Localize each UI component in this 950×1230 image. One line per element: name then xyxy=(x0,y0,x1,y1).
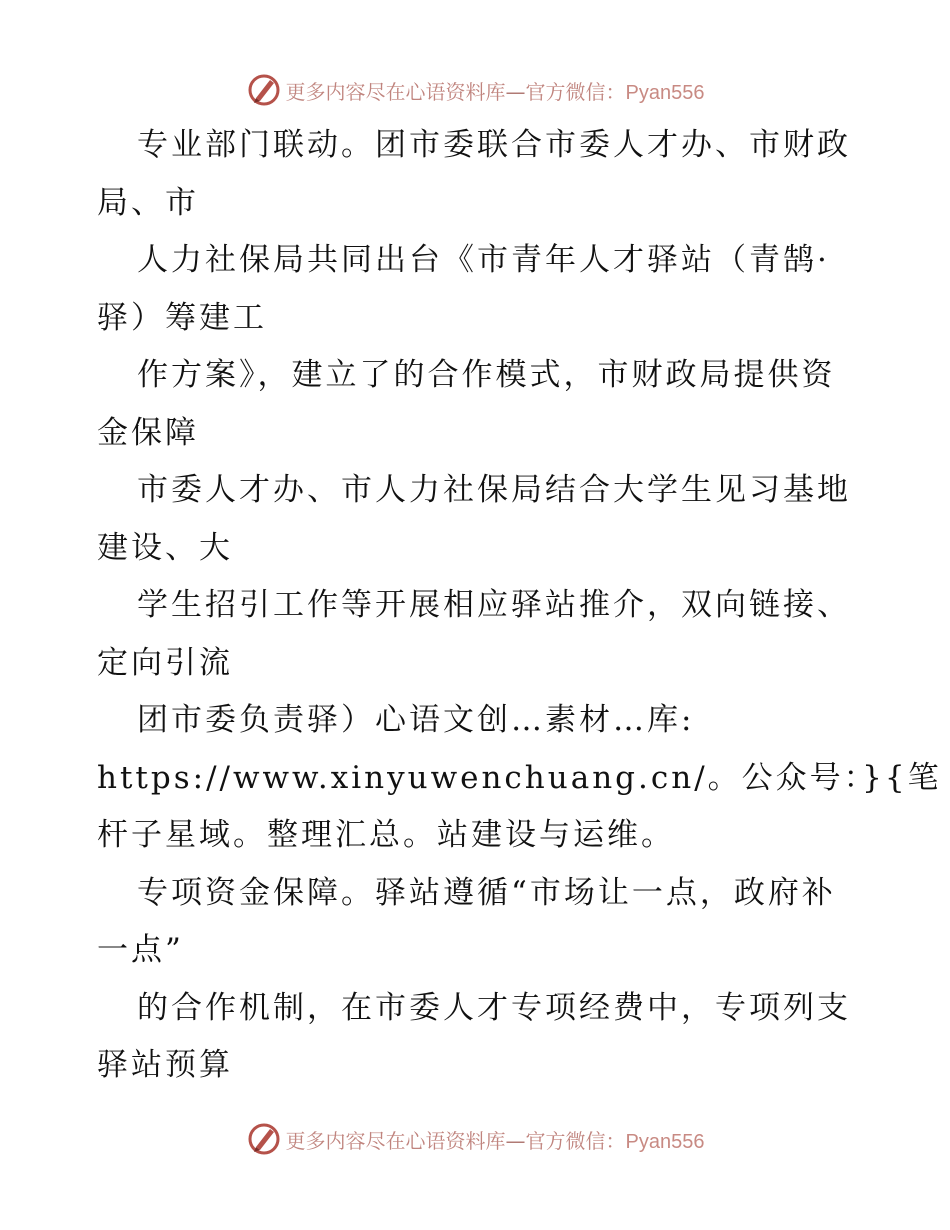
paragraph-line: 作方案》，建立了的合作模式，市财政局提供资 xyxy=(137,357,836,393)
paragraph-line: 一点” xyxy=(97,932,184,968)
paragraph-line: 团市委负责驿）心语文创…素材…库: xyxy=(137,702,695,738)
paragraph-line: 驿站预算 xyxy=(97,1047,233,1083)
url-line: https://www.xinyuwenchuang.cn/。公众号：}{笔 xyxy=(97,759,942,796)
paragraph-line: 杆子星域。整理汇总。站建设与运维。 xyxy=(97,817,675,853)
paragraph-line: 驿）筹建工 xyxy=(97,299,267,336)
paragraph-line: 金保障 xyxy=(97,414,199,451)
watermark-text: 更多内容尽在心语资料库—官方微信：Pyan556 xyxy=(285,1128,705,1153)
footer-watermark xyxy=(0,1119,950,1159)
paragraph-line: 市委人才办、市人力社保局结合大学生见习基地 xyxy=(137,472,851,508)
paragraph-line: 定向引流 xyxy=(97,644,233,681)
watermark-text: 更多内容尽在心语资料库—官方微信：Pyan556 xyxy=(285,79,705,104)
document-body xyxy=(97,117,942,1095)
header-watermark xyxy=(0,70,950,110)
paragraph-line: 专业部门联动。团市委联合市委人才办、市财政 xyxy=(137,127,851,163)
paragraph-line: 局、市 xyxy=(97,184,199,221)
paragraph-line: 专项资金保障。驿站遵循“市场让一点，政府补 xyxy=(137,874,836,911)
paragraph-line: 人力社保局共同出台《市青年人才驿站（青鹄· xyxy=(137,242,830,278)
paragraph-line: 建设、大 xyxy=(97,529,233,566)
pen-circle-logo-icon xyxy=(246,72,282,108)
paragraph-line: 的合作机制，在市委人才专项经费中，专项列支 xyxy=(137,989,851,1026)
paragraph-line: 学生招引工作等开展相应驿站推介，双向链接、 xyxy=(137,587,851,623)
pen-circle-logo-icon xyxy=(246,1121,282,1157)
